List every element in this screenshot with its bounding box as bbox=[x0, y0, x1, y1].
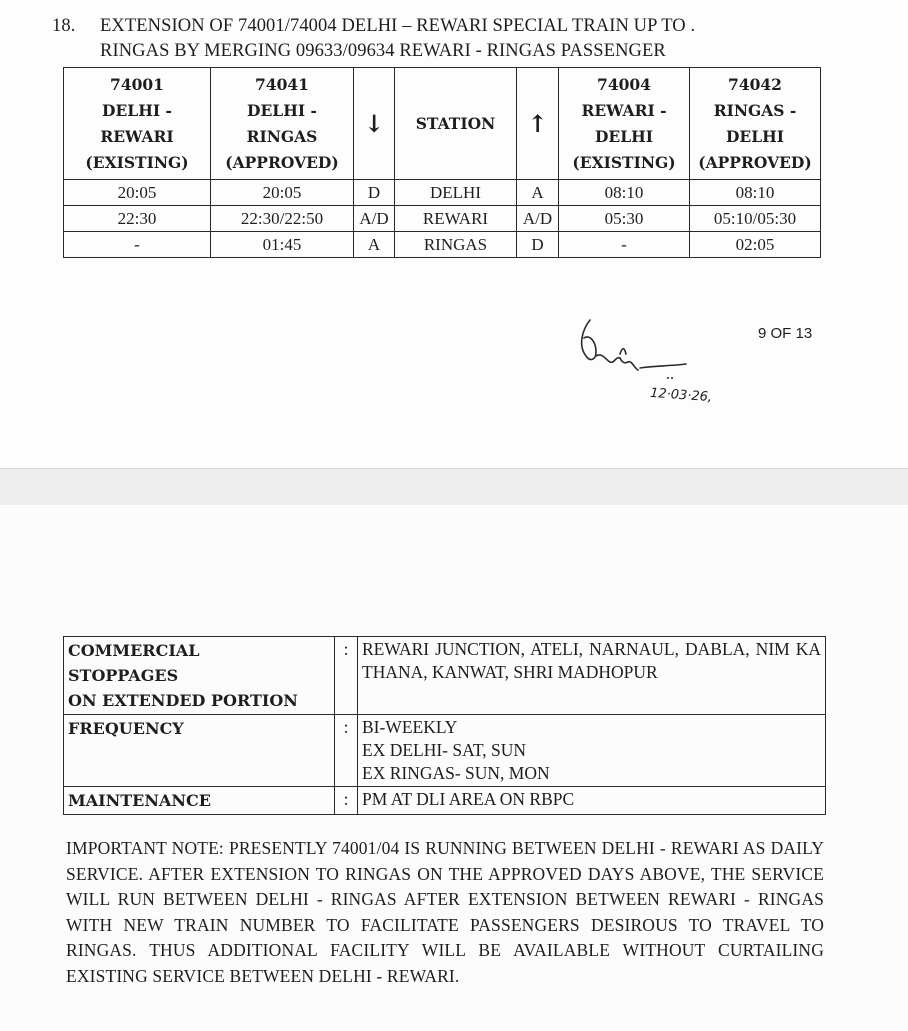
timetable-header-3: STATION bbox=[395, 68, 517, 180]
table-cell: - bbox=[559, 232, 690, 258]
table-cell: A bbox=[517, 180, 559, 206]
table-cell: 22:30 bbox=[64, 206, 211, 232]
signature bbox=[562, 312, 702, 397]
table-cell: - bbox=[64, 232, 211, 258]
table-cell: 20:05 bbox=[64, 180, 211, 206]
table-cell: D bbox=[354, 180, 395, 206]
table-cell: 08:10 bbox=[559, 180, 690, 206]
timetable-header-0: 74001 DELHI - REWARI (EXISTING) bbox=[64, 68, 211, 180]
table-row bbox=[64, 232, 821, 258]
table-cell: 05:10/05:30 bbox=[690, 206, 821, 232]
heading-line-2: RINGAS BY MERGING 09633/09634 REWARI - RINGAS PASSENGER bbox=[100, 41, 666, 61]
page-gap bbox=[0, 468, 908, 506]
timetable-header-2: ↓ bbox=[354, 68, 395, 180]
table-cell: 20:05 bbox=[211, 180, 354, 206]
table-cell: REWARI bbox=[395, 206, 517, 232]
heading-line-1: EXTENSION OF 74001/74004 DELHI – REWARI SPECIAL TRAIN UP TO . bbox=[100, 16, 696, 36]
table-cell: 08:10 bbox=[690, 180, 821, 206]
table-cell: 22:30/22:50 bbox=[211, 206, 354, 232]
table-cell: RINGAS bbox=[395, 232, 517, 258]
info-row-stoppages bbox=[64, 637, 826, 715]
table-cell: 02:05 bbox=[690, 232, 821, 258]
section-number: 18. bbox=[52, 16, 76, 36]
table-cell: 05:30 bbox=[559, 206, 690, 232]
maintenance-label: MAINTENANCE bbox=[64, 787, 335, 815]
frequency-value: BI-WEEKLY EX DELHI- SAT, SUN EX RINGAS- SUN, MON bbox=[358, 715, 826, 787]
section-heading bbox=[52, 14, 695, 64]
maintenance-value: PM AT DLI AREA ON RBPC bbox=[358, 787, 826, 815]
table-cell: DELHI bbox=[395, 180, 517, 206]
timetable-header-5: 74004 REWARI - DELHI (EXISTING) bbox=[559, 68, 690, 180]
table-cell: A bbox=[354, 232, 395, 258]
timetable-header-1: 74041 DELHI - RINGAS (APPROVED) bbox=[211, 68, 354, 180]
info-table bbox=[63, 636, 826, 815]
timetable bbox=[63, 67, 821, 258]
table-cell: 01:45 bbox=[211, 232, 354, 258]
signature-date: 12·03·26, bbox=[649, 385, 713, 406]
colon: : bbox=[335, 787, 358, 815]
table-row bbox=[64, 206, 821, 232]
timetable-header-6: 74042 RINGAS - DELHI (APPROVED) bbox=[690, 68, 821, 180]
stoppages-label: COMMERCIAL STOPPAGES ON EXTENDED PORTION bbox=[64, 637, 335, 715]
colon: : bbox=[335, 715, 358, 787]
colon: : bbox=[335, 637, 358, 715]
table-cell: A/D bbox=[354, 206, 395, 232]
stoppages-value: REWARI JUNCTION, ATELI, NARNAUL, DABLA, NIM KA THANA, KANWAT, SHRI MADHOPUR bbox=[358, 637, 826, 715]
table-cell: D bbox=[517, 232, 559, 258]
frequency-label: FREQUENCY bbox=[64, 715, 335, 787]
important-note: IMPORTANT NOTE: PRESENTLY 74001/04 IS RUNNING BETWEEN DELHI - REWARI AS DAILY SERVICE. AFTER EXTENSION TO RINGAS ON THE APPROVED DAYS ABOVE, THE SERVICE WILL RUN BETWEEN DELHI - RINGAS AFTER EXTENSION BETWEEN REWARI - RINGAS WITH NEW TRAIN NUMBER TO FACILITATE PASSENGERS DESIROUS TO TRAVEL TO RINGAS. THUS ADDITIONAL FACILITY WILL BE AVAILABLE WITHOUT CURTAILING EXISTING SERVICE BETWEEN DELHI - REWARI. bbox=[66, 838, 824, 986]
timetable-body bbox=[64, 180, 821, 258]
table-cell: A/D bbox=[517, 206, 559, 232]
timetable-header-4: ↑ bbox=[517, 68, 559, 180]
info-row-maintenance bbox=[64, 787, 826, 815]
timetable-header-row bbox=[64, 68, 821, 180]
page-number: 9 OF 13 bbox=[758, 325, 813, 342]
info-row-frequency bbox=[64, 715, 826, 787]
table-row bbox=[64, 180, 821, 206]
